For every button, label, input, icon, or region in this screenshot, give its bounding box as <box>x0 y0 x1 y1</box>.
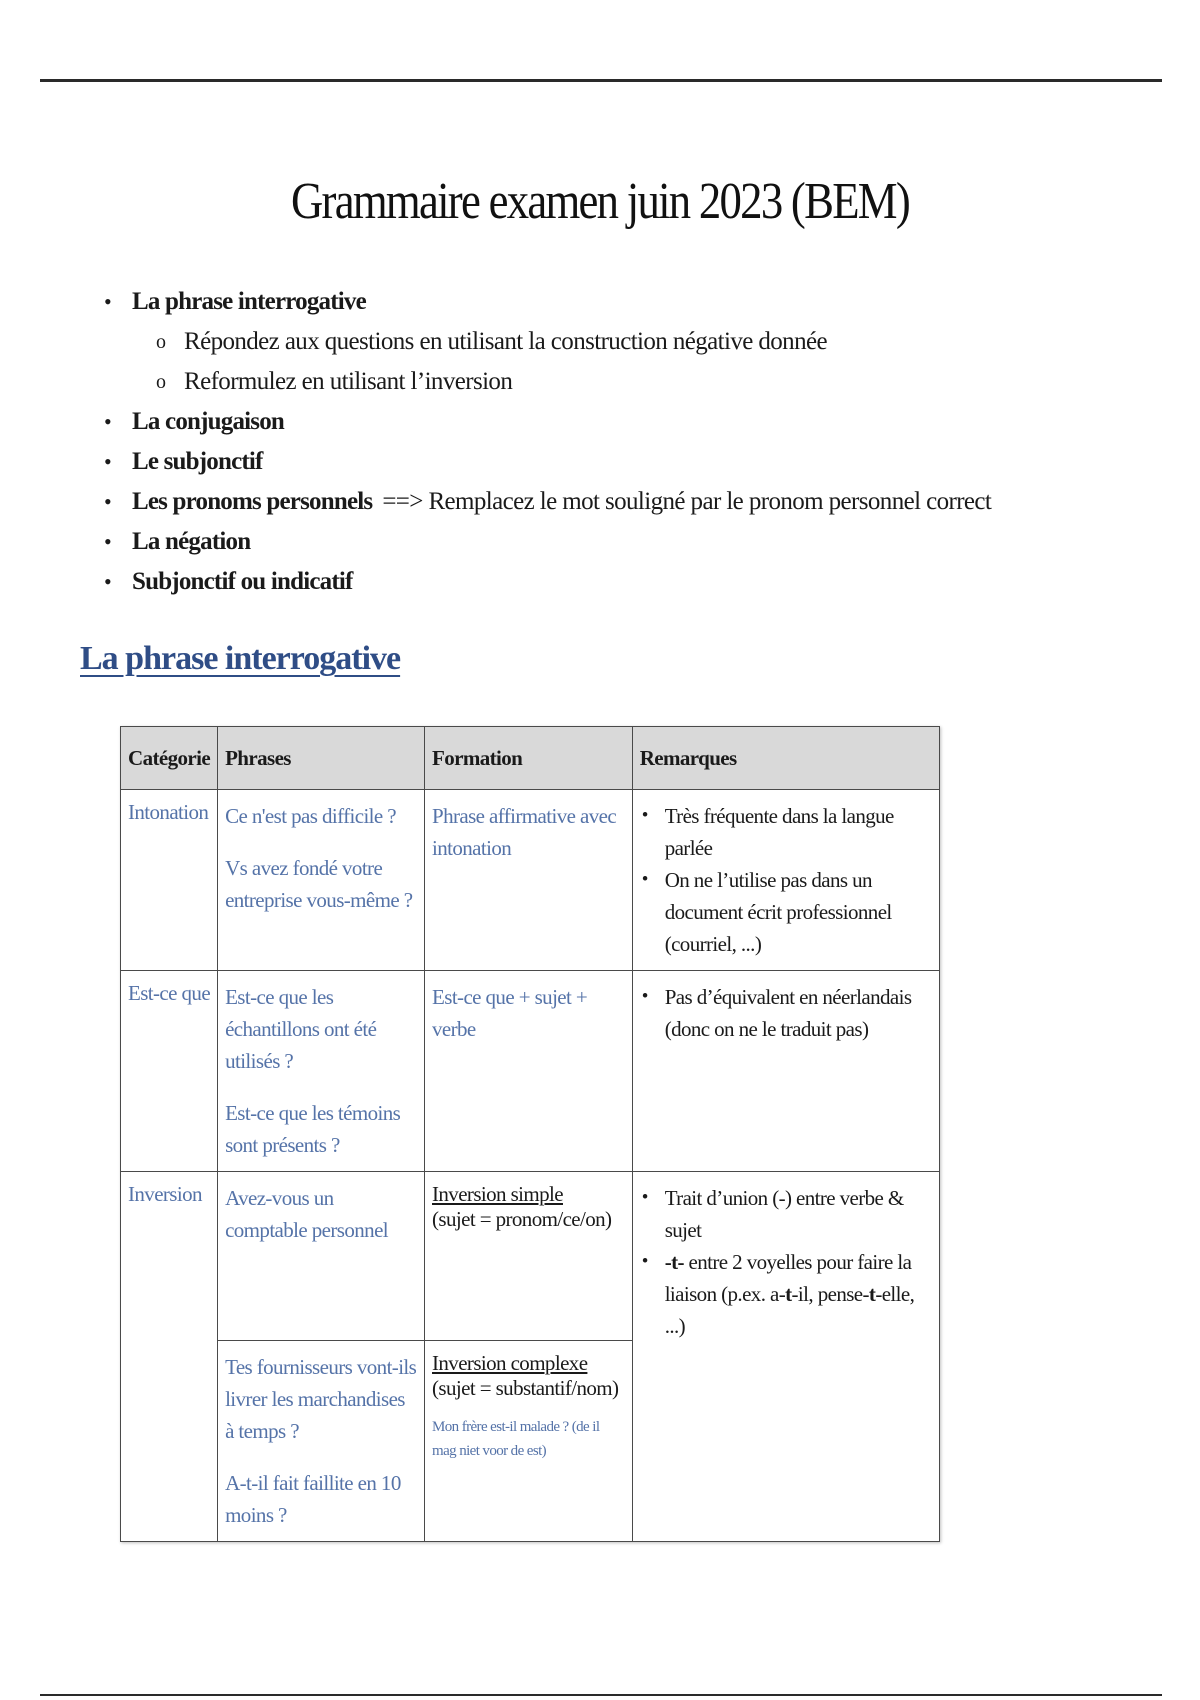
page-title: Grammaire examen juin 2023 (BEM) <box>290 173 910 230</box>
table-header-row <box>121 727 940 790</box>
header-categorie: Catégorie <box>121 727 218 790</box>
cell-formation <box>425 790 633 971</box>
circle-bullet-icon: o <box>156 371 166 393</box>
formation-title: Inversion complexe <box>432 1351 588 1375</box>
cell-remarks <box>632 1172 939 1542</box>
cell-phrases <box>218 790 425 971</box>
formation-text: Est-ce que + sujet + verbe <box>432 985 588 1041</box>
formation-detail: (sujet = substantif/nom) <box>432 1376 619 1400</box>
remark-item: • -t- entre 2 voyelles pour faire la liaison (p.ex. a-t-il, pense-t-elle, ...) <box>640 1246 932 1342</box>
bullet-icon: • <box>104 569 112 594</box>
outline-item-negation: • La négation <box>100 522 1100 562</box>
formation-detail: (sujet = pronom/ce/on) <box>432 1207 612 1231</box>
formation-example: Mon frère est-il malade ? (de il mag niet voor de est) <box>432 1419 600 1459</box>
outline-item-subjonctif-indicatif: • Subjonctif ou indicatif <box>100 562 1100 602</box>
bullet-icon: • <box>104 489 112 514</box>
table-row-est-ce-que <box>121 971 940 1172</box>
example-phrase: A-t-il fait faillite en 10 moins ? <box>225 1471 401 1527</box>
cell-formation <box>425 971 633 1172</box>
cell-phrases <box>218 1341 425 1542</box>
remark-item: • Très fréquente dans la langue parlée <box>640 800 932 864</box>
cell-remarks <box>632 971 939 1172</box>
remark-item: • Pas d’équivalent en néerlandais (donc on ne le traduit pas) <box>640 981 932 1045</box>
section-heading: La phrase interrogative <box>80 640 401 677</box>
bottom-rule <box>40 1694 1162 1696</box>
example-phrase: Est-ce que les échantillons ont été utilisés ? <box>225 985 377 1073</box>
remark-item: • Trait d’union (-) entre verbe & sujet <box>640 1182 932 1246</box>
top-rule <box>40 79 1162 82</box>
bullet-icon: • <box>104 289 112 314</box>
table-row-inversion-simple <box>121 1172 940 1341</box>
topic-outline <box>100 282 1100 602</box>
formation-text: Phrase affirmative avec intonation <box>432 804 617 860</box>
cell-category: Inversion <box>121 1172 218 1542</box>
outline-subitem-inversion: o Reformulez en utilisant l’inversion <box>100 362 1100 402</box>
header-remarques: Remarques <box>632 727 939 790</box>
header-phrases: Phrases <box>218 727 425 790</box>
cell-formation <box>425 1172 633 1341</box>
cell-phrases <box>218 971 425 1172</box>
example-phrase: Ce n'est pas difficile ? <box>225 804 397 828</box>
example-phrase: Vs avez fondé votre entreprise vous-même ? <box>225 856 413 912</box>
bullet-icon: • <box>104 449 112 474</box>
outline-item-conjugaison: • La conjugaison <box>100 402 1100 442</box>
interrogative-table <box>120 726 940 1542</box>
cell-formation <box>425 1341 633 1542</box>
remark-item: • On ne l’utilise pas dans un document écrit professionnel (courriel, ...) <box>640 864 932 960</box>
header-formation: Formation <box>425 727 633 790</box>
outline-item-pronoms: • Les pronoms personnels ==> Remplacez le mot souligné par le pronom personnel correct <box>100 482 1100 522</box>
outline-item-subjonctif: • Le subjonctif <box>100 442 1100 482</box>
circle-bullet-icon: o <box>156 331 166 353</box>
table-row-intonation <box>121 790 940 971</box>
bullet-icon: • <box>104 529 112 554</box>
formation-title: Inversion simple <box>432 1182 563 1206</box>
example-phrase: Avez-vous un comptable personnel <box>225 1186 389 1242</box>
bullet-icon: • <box>104 409 112 434</box>
cell-phrases <box>218 1172 425 1341</box>
example-phrase: Tes fournisseurs vont-ils livrer les marchandises à temps ? <box>225 1355 417 1443</box>
outline-subitem-negative: o Répondez aux questions en utilisant la construction négative donnée <box>100 322 1100 362</box>
cell-category: Intonation <box>121 790 218 971</box>
cell-category: Est-ce que <box>121 971 218 1172</box>
example-phrase: Est-ce que les témoins sont présents ? <box>225 1101 401 1157</box>
cell-remarks <box>632 790 939 971</box>
outline-item-phrase-interrogative: • La phrase interrogative <box>100 282 1100 322</box>
